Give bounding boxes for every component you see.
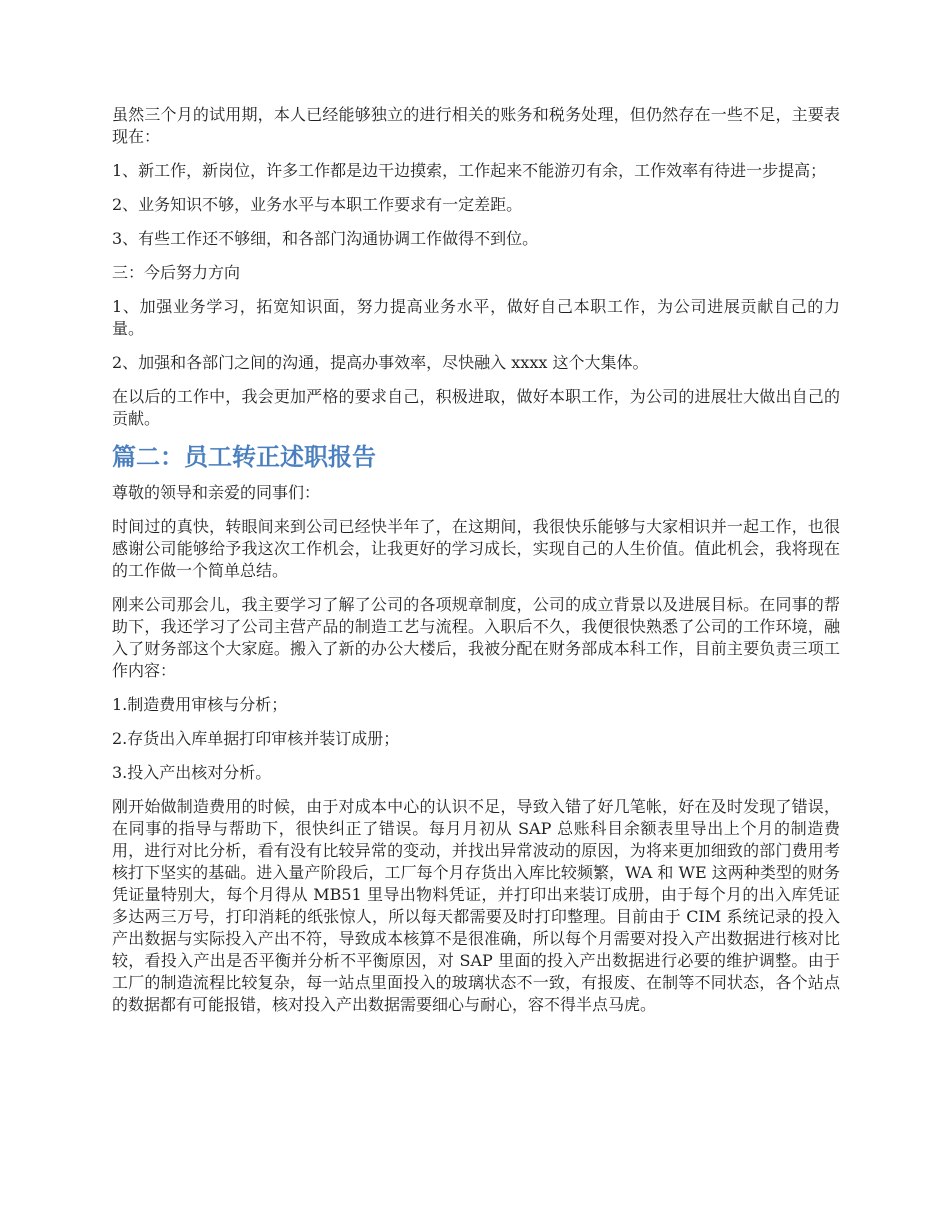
paragraph-future-direction-title: 三：今后努力方向 xyxy=(112,263,241,282)
paragraph-direction-2: 2、加强和各部门之间的沟通，提高办事效率，尽快融入 xxxx 这个大集体。 xyxy=(112,353,649,372)
paragraph-salutation: 尊敬的领导和亲爱的同事们： xyxy=(112,483,321,502)
paragraph-duty-3: 3.投入产出核对分析。 xyxy=(112,763,272,782)
paragraph-duty-2: 2.存货出入库单据打印审核并装订成册； xyxy=(112,729,400,748)
paragraph-shortcoming-3: 3、有些工作还不够细，和各部门沟通协调工作做得不到位。 xyxy=(112,229,539,248)
section-heading-report: 篇二：员工转正述职报告 xyxy=(112,443,376,471)
paragraph-duty-1: 1.制造费用审核与分析； xyxy=(112,695,288,714)
paragraph-direction-1: 1、加强业务学习，拓宽知识面，努力提高业务水平，做好自己本职工作，为公司进展贡献自己的力量。 xyxy=(112,297,840,338)
paragraph-shortcomings-intro: 虽然三个月的试用期，本人已经能够独立的进行相关的账务和税务处理，但仍然存在一些不足，主要表现在： xyxy=(112,105,840,146)
paragraph-closing: 在以后的工作中，我会更加严格的要求自己，积极进取，做好本职工作，为公司的进展壮大做出自己的贡献。 xyxy=(112,387,840,428)
document-page xyxy=(112,104,840,1028)
paragraph-work-details: 刚开始做制造费用的时候，由于对成本中心的认识不足，导致入错了好几笔帐，好在及时发现了错误，在同事的指导与帮助下，很快纠正了错误。每月月初从 SAP 总账科目余额表里导出上个月的制造费用，进行对比分析，看有没有比较异常的变动，并找出异常波动的原因，为将来更加细致的部门费用考核打下坚实的基础。进入量产阶段后，工厂每个月存货出入库比较频繁，WA 和 WE 这两种类型的财务凭证量特别大，每个月得从 MB51 里导出物料凭证，并打印出来装订成册，由于每个月的出入库凭证多达两三万号，打印消耗的纸张惊人，所以每天都需要及时打印整理。目前由于 CIM 系统记录的投入产出数据与实际投入产出不符，导致成本核算不是很准确，所以每个月需要对投入产出数据进行核对比较，看投入产出是否平衡并分析不平衡原因，对 SAP 里面的投入产出数据进行必要的维护调整。由于工厂的制造流程比较复杂，每一站点里面投入的玻璃状态不一致，有报废、在制等不同状态，各个站点的数据都有可能报错，核对投入产出数据需要细心与耐心，容不得半点马虎。 xyxy=(112,797,840,1014)
paragraph-shortcoming-2: 2、业务知识不够，业务水平与本职工作要求有一定差距。 xyxy=(112,195,523,214)
paragraph-shortcoming-1: 1、新工作，新岗位，许多工作都是边干边摸索，工作起来不能游刃有余，工作效率有待进一步提高； xyxy=(112,161,827,180)
paragraph-onboarding: 刚来公司那会儿，我主要学习了解了公司的各项规章制度，公司的成立背景以及进展目标。在同事的帮助下，我还学习了公司主营产品的制造工艺与流程。入职后不久，我便很快熟悉了公司的工作环境，融入了财务部这个大家庭。搬入了新的办公大楼后，我被分配在财务部成本科工作，目前主要负责三项工作内容： xyxy=(112,595,840,680)
paragraph-opening: 时间过的真快，转眼间来到公司已经快半年了，在这期间，我很快乐能够与大家相识并一起工作，也很感谢公司能够给予我这次工作机会，让我更好的学习成长，实现自己的人生价值。值此机会，我将现在的工作做一个简单总结。 xyxy=(112,517,840,580)
